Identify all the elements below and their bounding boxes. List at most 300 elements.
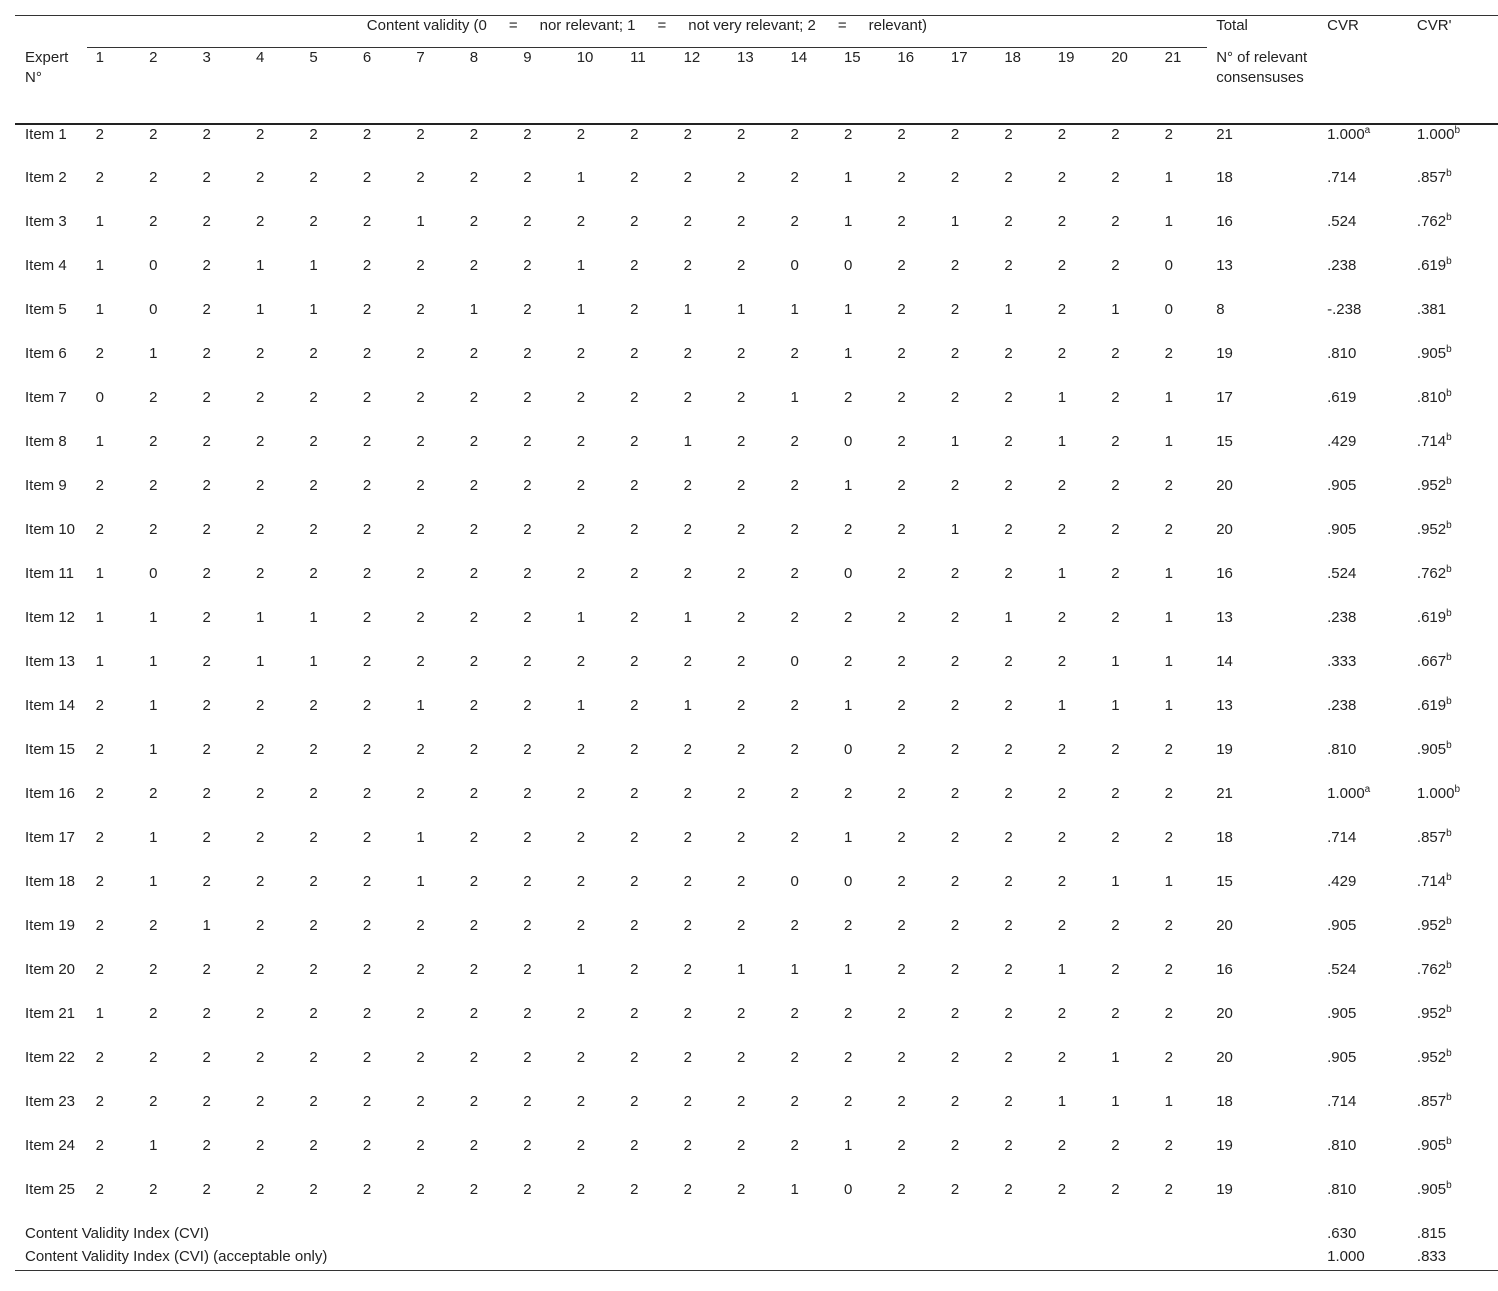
score-cell: 2 (576, 873, 586, 890)
score-cell: 2 (469, 609, 479, 626)
score-cell: 2 (202, 1005, 211, 1022)
score-cell: 2 (630, 433, 639, 450)
item-label: Item 16 (25, 785, 76, 802)
score-cell: 2 (630, 521, 639, 538)
score-cell: 1 (683, 301, 692, 318)
item-label: Item 23 (25, 1093, 76, 1110)
score-cell: 2 (790, 917, 799, 934)
item-label-cell (15, 784, 87, 828)
score-cell: 1 (576, 301, 586, 318)
item-label: Item 12 (25, 609, 76, 626)
score-cell: 0 (1164, 257, 1174, 274)
cvr-prime-footnote-mark: b (1446, 1004, 1452, 1015)
score-cell: 2 (1111, 1005, 1120, 1022)
expert-number-header: 7 (416, 49, 425, 66)
score-cell: 2 (630, 785, 639, 802)
score-cell: 2 (416, 565, 425, 582)
cvr-prime-value: .952 (1416, 1049, 1447, 1066)
score-cell: 2 (1057, 477, 1067, 494)
cvr-prime-value: .952 (1416, 521, 1447, 538)
score-cell: 2 (683, 961, 692, 978)
score-cell: 2 (683, 653, 692, 670)
score-cell: 2 (416, 609, 425, 626)
table-row (15, 1136, 1498, 1180)
item-label-cell (15, 1180, 87, 1224)
score-cell: 1 (950, 433, 960, 450)
table-row (15, 168, 1498, 212)
score-cell: 2 (1111, 609, 1120, 626)
cvr-value: .238 (1327, 609, 1357, 626)
score-cell: 2 (950, 741, 960, 758)
total-cell: 21 (1216, 126, 1233, 143)
cvr-cell (1316, 1180, 1409, 1224)
score-cell: 2 (576, 741, 586, 758)
table-row (15, 1048, 1498, 1092)
expert-number-header: 20 (1111, 49, 1128, 66)
score-cell: 2 (950, 653, 960, 670)
score-cell: 1 (1057, 1093, 1067, 1110)
score-cell: 2 (576, 785, 586, 802)
score-cell: 2 (950, 1181, 960, 1198)
score-cell: 2 (202, 1049, 211, 1066)
item-label: Item 9 (25, 477, 67, 494)
score-cell: 2 (737, 521, 746, 538)
table-row (15, 960, 1498, 1004)
cvr-prime-header-blank (1409, 48, 1498, 125)
item-label-cell (15, 344, 87, 388)
cvr-cell (1316, 564, 1409, 608)
score-cell: 2 (523, 653, 532, 670)
score-cell: 2 (469, 1005, 479, 1022)
score-cell: 2 (576, 565, 586, 582)
score-cell: 2 (309, 697, 318, 714)
score-cell: 2 (416, 389, 425, 406)
cvr-prime-footnote-mark: b (1446, 740, 1452, 751)
cvr-value: .810 (1327, 741, 1357, 758)
total-cell: 8 (1216, 301, 1225, 318)
score-cell: 2 (149, 785, 158, 802)
score-cell: 2 (416, 433, 425, 450)
score-cell: 2 (362, 917, 372, 934)
score-cell: 2 (1164, 1137, 1174, 1154)
total-cell: 15 (1216, 873, 1233, 890)
score-cell: 2 (630, 697, 639, 714)
item-label-cell (15, 388, 87, 432)
score-cell: 2 (255, 433, 265, 450)
score-cell: 2 (362, 389, 372, 406)
score-cell: 2 (1111, 1137, 1120, 1154)
score-cell: 2 (1057, 1137, 1067, 1154)
score-cell: 0 (790, 257, 799, 274)
score-cell: 2 (1111, 477, 1120, 494)
score-cell: 1 (95, 1005, 104, 1022)
score-cell: 1 (950, 213, 960, 230)
score-cell: 2 (950, 609, 960, 626)
score-cell: 2 (897, 873, 906, 890)
score-cell: 1 (1164, 433, 1174, 450)
score-cell: 0 (790, 873, 799, 890)
score-cell: 2 (416, 653, 425, 670)
cvr-cell (1316, 168, 1409, 212)
score-cell: 2 (737, 257, 746, 274)
score-cell: 2 (630, 609, 639, 626)
cvr-prime-value: .381 (1416, 301, 1447, 318)
score-cell: 2 (683, 345, 692, 362)
cvr-prime-cell (1409, 476, 1498, 520)
score-cell: 2 (1004, 521, 1013, 538)
score-cell: 2 (683, 1005, 692, 1022)
score-cell: 2 (1057, 169, 1067, 186)
score-cell: 2 (683, 169, 692, 186)
score-cell: 2 (897, 1093, 906, 1110)
score-cell: 2 (309, 1137, 318, 1154)
score-cell: 2 (843, 521, 853, 538)
cvr-value: .810 (1327, 1137, 1357, 1154)
total-cell: 18 (1216, 1093, 1233, 1110)
item-label-cell (15, 432, 87, 476)
item-label-cell (15, 828, 87, 872)
score-cell: 2 (416, 1181, 425, 1198)
summary-cvr-prime: .815 (1416, 1225, 1447, 1242)
score-cell: 2 (630, 257, 639, 274)
score-cell: 2 (897, 609, 906, 626)
score-cell: 2 (1111, 433, 1120, 450)
score-cell: 2 (523, 477, 532, 494)
score-cell: 2 (897, 169, 906, 186)
score-cell: 1 (1164, 653, 1174, 670)
score-cell: 2 (576, 345, 586, 362)
item-label-cell (15, 124, 87, 168)
score-cell: 2 (416, 477, 425, 494)
score-cell: 2 (630, 477, 639, 494)
total-cell: 19 (1216, 741, 1233, 758)
cvr-prime-footnote-mark: b (1446, 344, 1452, 355)
score-cell: 2 (1004, 873, 1013, 890)
score-cell: 2 (149, 1049, 158, 1066)
table-row (15, 1092, 1498, 1136)
cvr-prime-cell (1409, 740, 1498, 784)
score-cell: 2 (362, 345, 372, 362)
score-cell: 2 (362, 169, 372, 186)
score-cell: 2 (523, 741, 532, 758)
content-validity-group-header (87, 16, 1208, 48)
cvr-cell (1316, 432, 1409, 476)
cvr-prime-footnote-mark: b (1446, 696, 1452, 707)
table-row (15, 784, 1498, 828)
cvr-prime-footnote-mark: b (1454, 784, 1461, 795)
score-cell: 2 (523, 1137, 532, 1154)
score-cell: 2 (950, 829, 960, 846)
score-cell: 1 (95, 565, 104, 582)
score-cell: 2 (630, 917, 639, 934)
score-cell: 2 (95, 961, 104, 978)
score-cell: 2 (1164, 521, 1174, 538)
score-cell: 2 (309, 213, 318, 230)
cvr-prime-value: .857 (1416, 169, 1447, 186)
score-cell: 2 (630, 1005, 639, 1022)
score-cell: 2 (523, 1049, 532, 1066)
score-cell: 2 (309, 126, 318, 143)
cvr-prime-footnote-mark: b (1446, 652, 1452, 663)
score-cell: 2 (630, 565, 639, 582)
score-cell: 2 (630, 1137, 639, 1154)
score-cell: 2 (1111, 169, 1120, 186)
item-label-cell (15, 256, 87, 300)
item-label: Item 10 (25, 521, 76, 538)
cv-title-part: = (508, 17, 518, 34)
table-row (15, 124, 1498, 168)
score-cell: 2 (1004, 653, 1013, 670)
score-cell: 2 (843, 389, 853, 406)
score-cell: 2 (202, 389, 211, 406)
score-cell: 2 (630, 1049, 639, 1066)
score-cell: 2 (362, 1093, 372, 1110)
score-cell: 2 (1057, 1005, 1067, 1022)
score-cell: 2 (1004, 565, 1013, 582)
score-cell: 1 (843, 169, 853, 186)
score-cell: 2 (469, 697, 479, 714)
total-cell: 20 (1216, 917, 1233, 934)
header-row-experts (15, 48, 1498, 125)
score-cell: 2 (362, 477, 372, 494)
cvr-prime-cell (1409, 520, 1498, 564)
table-row (15, 256, 1498, 300)
score-cell: 1 (95, 609, 104, 626)
cvr-prime-footnote-mark: b (1454, 125, 1461, 136)
score-cell: 2 (469, 345, 479, 362)
cvr-prime-value: .714 (1416, 433, 1447, 450)
score-cell: 2 (576, 213, 586, 230)
cvr-prime-value: .619 (1416, 697, 1447, 714)
item-label: Item 4 (25, 257, 67, 274)
cvr-prime-value: 1.000 (1416, 785, 1455, 802)
item-label-cell (15, 1092, 87, 1136)
cvr-prime-value: .952 (1416, 917, 1447, 934)
cvr-prime-footnote-mark: b (1446, 564, 1452, 575)
total-cell: 20 (1216, 1049, 1233, 1066)
cvr-value: .524 (1327, 565, 1357, 582)
score-cell: 2 (737, 169, 746, 186)
cvr-prime-cell (1409, 564, 1498, 608)
score-cell: 2 (1004, 345, 1013, 362)
score-cell: 2 (309, 917, 318, 934)
score-cell: 2 (950, 1137, 960, 1154)
score-cell: 1 (843, 697, 853, 714)
cvr-prime-cell (1409, 1092, 1498, 1136)
total-cell: 14 (1216, 653, 1233, 670)
score-cell: 2 (309, 1005, 318, 1022)
cvr-value: 1.000 (1327, 126, 1365, 143)
score-cell: 1 (576, 697, 586, 714)
summary-label: Content Validity Index (CVI) (25, 1225, 209, 1242)
score-cell: 2 (95, 785, 104, 802)
total-cell: 16 (1216, 565, 1233, 582)
score-cell: 2 (790, 829, 799, 846)
cvr-value: .905 (1327, 521, 1357, 538)
score-cell: 2 (309, 873, 318, 890)
score-cell: 1 (683, 609, 692, 626)
score-cell: 2 (790, 169, 799, 186)
score-cell: 2 (1057, 1181, 1067, 1198)
score-cell: 2 (1164, 961, 1174, 978)
cvr-prime-footnote-mark: b (1446, 828, 1452, 839)
score-cell: 2 (950, 389, 960, 406)
summary-cvr-prime: .833 (1416, 1248, 1447, 1265)
total-cell: 20 (1216, 477, 1233, 494)
score-cell: 2 (95, 169, 104, 186)
score-cell: 2 (469, 477, 479, 494)
score-cell: 2 (202, 213, 211, 230)
expert-number-header: 13 (737, 49, 754, 66)
score-cell: 2 (523, 301, 532, 318)
cvr-prime-value: .714 (1416, 873, 1447, 890)
cvr-prime-value: .905 (1416, 1181, 1447, 1198)
score-cell: 2 (1004, 1181, 1013, 1198)
cvr-prime-footnote-mark: b (1446, 520, 1452, 531)
score-cell: 2 (1004, 961, 1013, 978)
score-cell: 2 (416, 961, 425, 978)
score-cell: 2 (309, 389, 318, 406)
score-cell: 2 (576, 521, 586, 538)
cvr-prime-footnote-mark: b (1446, 1048, 1452, 1059)
score-cell: 2 (1164, 477, 1174, 494)
score-cell: 1 (202, 917, 211, 934)
cvr-prime-value: .810 (1416, 389, 1447, 406)
cvr-footnote-mark: a (1364, 125, 1371, 136)
score-cell: 1 (95, 433, 104, 450)
score-cell: 2 (737, 1005, 746, 1022)
score-cell: 2 (469, 653, 479, 670)
score-cell: 2 (897, 345, 906, 362)
cvr-prime-footnote-mark: b (1446, 960, 1452, 971)
score-cell: 2 (469, 785, 479, 802)
item-label-cell (15, 872, 87, 916)
score-cell: 2 (1164, 1181, 1174, 1198)
score-cell: 1 (790, 961, 799, 978)
item-label: Item 21 (25, 1005, 76, 1022)
score-cell: 1 (1164, 609, 1174, 626)
score-cell: 2 (1004, 829, 1013, 846)
score-cell: 2 (1004, 1005, 1013, 1022)
cvr-cell (1316, 1004, 1409, 1048)
item-label-cell (15, 1048, 87, 1092)
cvr-prime-cell (1409, 124, 1498, 168)
score-cell: 2 (1004, 389, 1013, 406)
score-cell: 2 (255, 521, 265, 538)
score-cell: 1 (95, 653, 104, 670)
score-cell: 1 (1111, 1093, 1120, 1110)
score-cell: 2 (790, 1049, 799, 1066)
score-cell: 1 (149, 697, 158, 714)
score-cell: 2 (362, 1005, 372, 1022)
score-cell: 2 (1057, 301, 1067, 318)
score-cell: 2 (897, 785, 906, 802)
score-cell: 2 (790, 785, 799, 802)
score-cell: 2 (202, 477, 211, 494)
item-label: Item 5 (25, 301, 67, 318)
cvr-cell (1316, 784, 1409, 828)
score-cell: 2 (1057, 609, 1067, 626)
score-cell: 2 (950, 917, 960, 934)
score-cell: 2 (1004, 741, 1013, 758)
cvr-prime-cell (1409, 960, 1498, 1004)
score-cell: 2 (576, 1005, 586, 1022)
cvr-prime-cell (1409, 432, 1498, 476)
table-row (15, 344, 1498, 388)
score-cell: 2 (1004, 477, 1013, 494)
score-cell: 2 (683, 477, 692, 494)
score-cell: 2 (950, 477, 960, 494)
score-cell: 2 (1164, 741, 1174, 758)
total-cell: 20 (1216, 521, 1233, 538)
score-cell: 2 (309, 829, 318, 846)
score-cell: 1 (1164, 213, 1174, 230)
cvr-prime-value: .762 (1416, 961, 1447, 978)
score-cell: 2 (1004, 697, 1013, 714)
score-cell: 2 (202, 257, 211, 274)
score-cell: 2 (737, 433, 746, 450)
score-cell: 2 (469, 565, 479, 582)
item-label-cell (15, 564, 87, 608)
score-cell: 2 (362, 565, 372, 582)
score-cell: 0 (843, 565, 853, 582)
item-label-cell (15, 476, 87, 520)
cvr-value: 1.000 (1327, 785, 1365, 802)
table-row (15, 916, 1498, 960)
score-cell: 2 (149, 477, 158, 494)
score-cell: 2 (1057, 1049, 1067, 1066)
score-cell: 2 (1111, 345, 1120, 362)
score-cell: 2 (790, 345, 799, 362)
item-label: Item 13 (25, 653, 76, 670)
item-label: Item 18 (25, 873, 76, 890)
score-cell: 1 (1164, 565, 1174, 582)
score-cell: 1 (843, 1137, 853, 1154)
score-cell: 2 (1004, 126, 1013, 143)
score-cell: 2 (202, 433, 211, 450)
score-cell: 2 (523, 565, 532, 582)
item-label-cell (15, 1136, 87, 1180)
cvr-cell (1316, 344, 1409, 388)
score-cell: 2 (1164, 785, 1174, 802)
cvr-prime-header: CVR' (1416, 17, 1452, 34)
item-label-cell (15, 652, 87, 696)
score-cell: 2 (309, 565, 318, 582)
expert-number-header: 19 (1057, 49, 1075, 66)
score-cell: 2 (202, 565, 211, 582)
total-cell: 20 (1216, 1005, 1233, 1022)
score-cell: 2 (523, 1005, 532, 1022)
score-cell: 1 (255, 257, 265, 274)
score-cell: 1 (790, 1181, 799, 1198)
score-cell: 1 (149, 653, 158, 670)
score-cell: 2 (202, 1093, 211, 1110)
cvr-header-blank (1316, 48, 1409, 125)
cvr-prime-footnote-mark: b (1446, 872, 1452, 883)
item-label: Item 1 (25, 126, 67, 143)
score-cell: 2 (1164, 1005, 1174, 1022)
score-cell: 2 (683, 1093, 692, 1110)
score-cell: 2 (362, 1181, 372, 1198)
total-cell: 21 (1216, 785, 1233, 802)
score-cell: 2 (95, 873, 104, 890)
cvr-cell (1316, 960, 1409, 1004)
score-cell: 2 (1111, 917, 1120, 934)
score-cell: 2 (950, 1049, 960, 1066)
score-cell: 2 (255, 741, 265, 758)
score-cell: 2 (843, 609, 853, 626)
score-cell: 2 (202, 301, 211, 318)
